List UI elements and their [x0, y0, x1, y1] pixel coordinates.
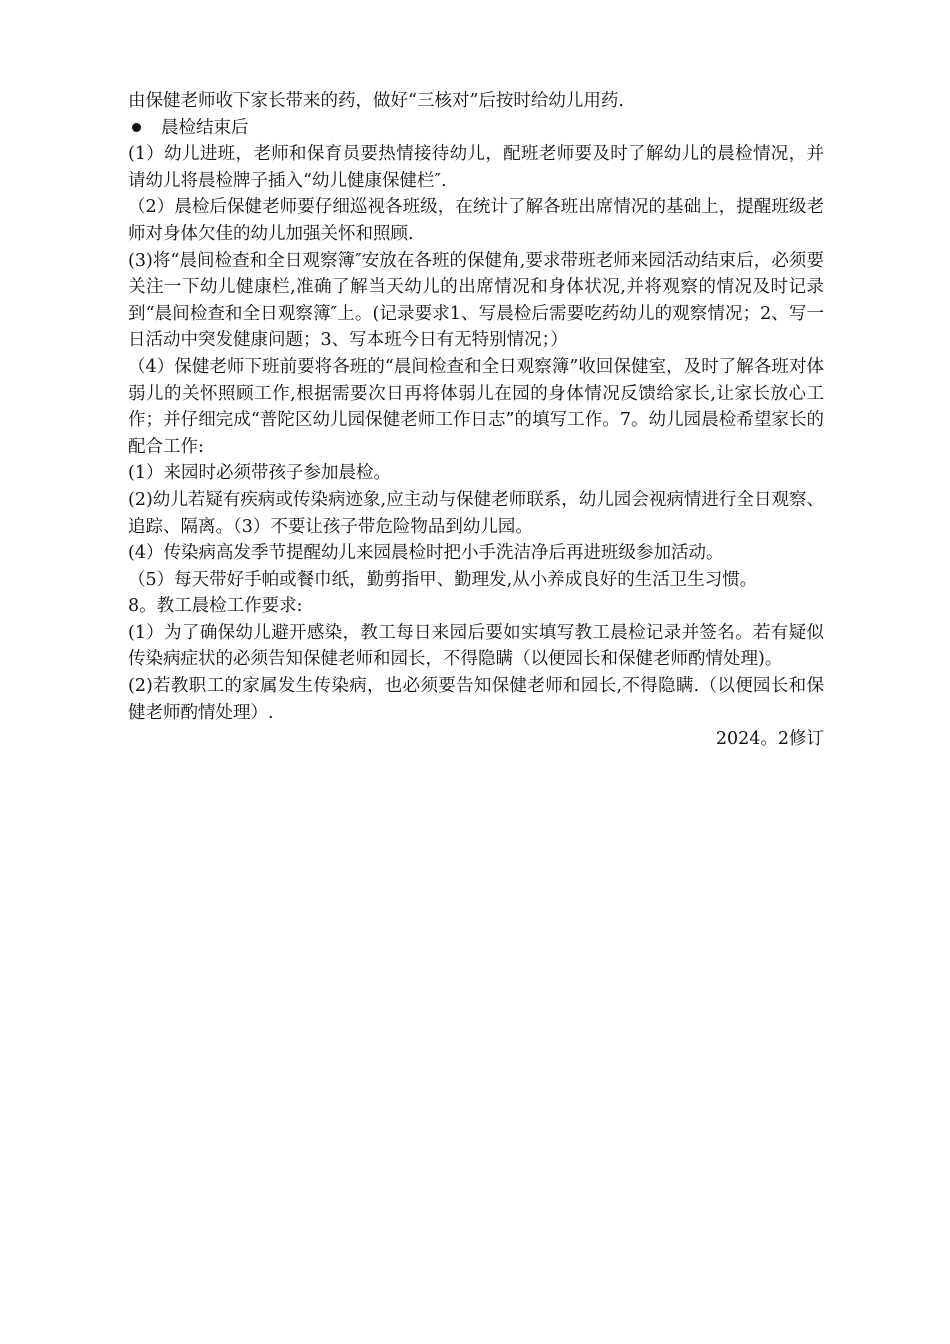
- paragraph-parent-1: (1）来园时必须带孩子参加晨检。: [128, 463, 391, 484]
- paragraph-staff-2: (2)若教职工的家属发生传染病，也必须要告知保健老师和园长,不得隐瞒.（以便园长和保健老师酌情处理）.: [128, 676, 824, 723]
- document-page: [128, 88, 824, 753]
- paragraph-staff-1: (1）为了确保幼儿避开感染，教工每日来园后要如实填写教工晨检记录并签名。若有疑似传染病症状的必须告知保健老师和园长，不得隐瞒（以便园长和保健老师酌情处理)。: [128, 622, 824, 670]
- paragraph-item-4: （4）保健老师下班前要将各班的“晨间检查和全日观察簿”收回保健室，及时了解各班对体弱儿的关怀照顾工作,根据需要次日再将体弱儿在园的身体情况反馈给家长,让家长放心工作；并仔细完成“普陀区幼儿园保健老师工作日志”的填写工作。7。幼儿园晨检希望家长的配合工作:: [128, 356, 824, 457]
- bullet-heading-text: 晨检结束后: [161, 117, 249, 138]
- paragraph-item-2: （2）晨检后保健老师要仔细巡视各班级，在统计了解各班出席情况的基础上，提醒班级老师对身体欠佳的幼儿加强关怀和照顾.: [128, 197, 824, 244]
- section-heading-staff-check: 8。教工晨检工作要求:: [128, 596, 303, 617]
- paragraph-medicine: 由保健老师收下家长带来的药，做好“三核对”后按时给幼儿用药.: [128, 91, 624, 111]
- paragraph-item-3: (3)将“晨间检查和全日观察簿″安放在各班的保健角,要求带班老师来园活动结束后，必须要关注一下幼儿健康栏,准确了解当天幼儿的出席情况和身体状况,并将观察的情况及时记录到“晨间检查和全日观察簿″上。(记录要求1、写晨检后需要吃药幼儿的观察情况；2、写一日活动中突发健康问题；3、写本班今日有无特别情况；）: [128, 250, 824, 351]
- paragraph-parent-2-3: (2)幼儿若疑有疾病或传染病迹象,应主动与保健老师联系，幼儿园会视病情进行全日观察、追踪、隔离。（3）不要让孩子带危险物品到幼儿园。: [128, 489, 824, 537]
- revision-date: 2024。2修订: [715, 729, 824, 750]
- paragraph-parent-4: (4）传染病高发季节提醒幼儿来园晨检时把小手洗洁净后再进班级参加活动。: [128, 543, 724, 564]
- bullet-heading-after-check: [128, 115, 824, 142]
- bullet-dot-icon: [132, 123, 141, 132]
- paragraph-item-1: (1）幼儿进班，老师和保育员要热情接待幼儿，配班老师要及时了解幼儿的晨检情况，并请幼儿将晨检牌子插入“幼儿健康保健栏″.: [128, 144, 824, 191]
- paragraph-parent-5: （5）每天带好手帕或餐巾纸，勤剪指甲、勤理发,从小养成良好的生活卫生习惯。: [128, 569, 758, 590]
